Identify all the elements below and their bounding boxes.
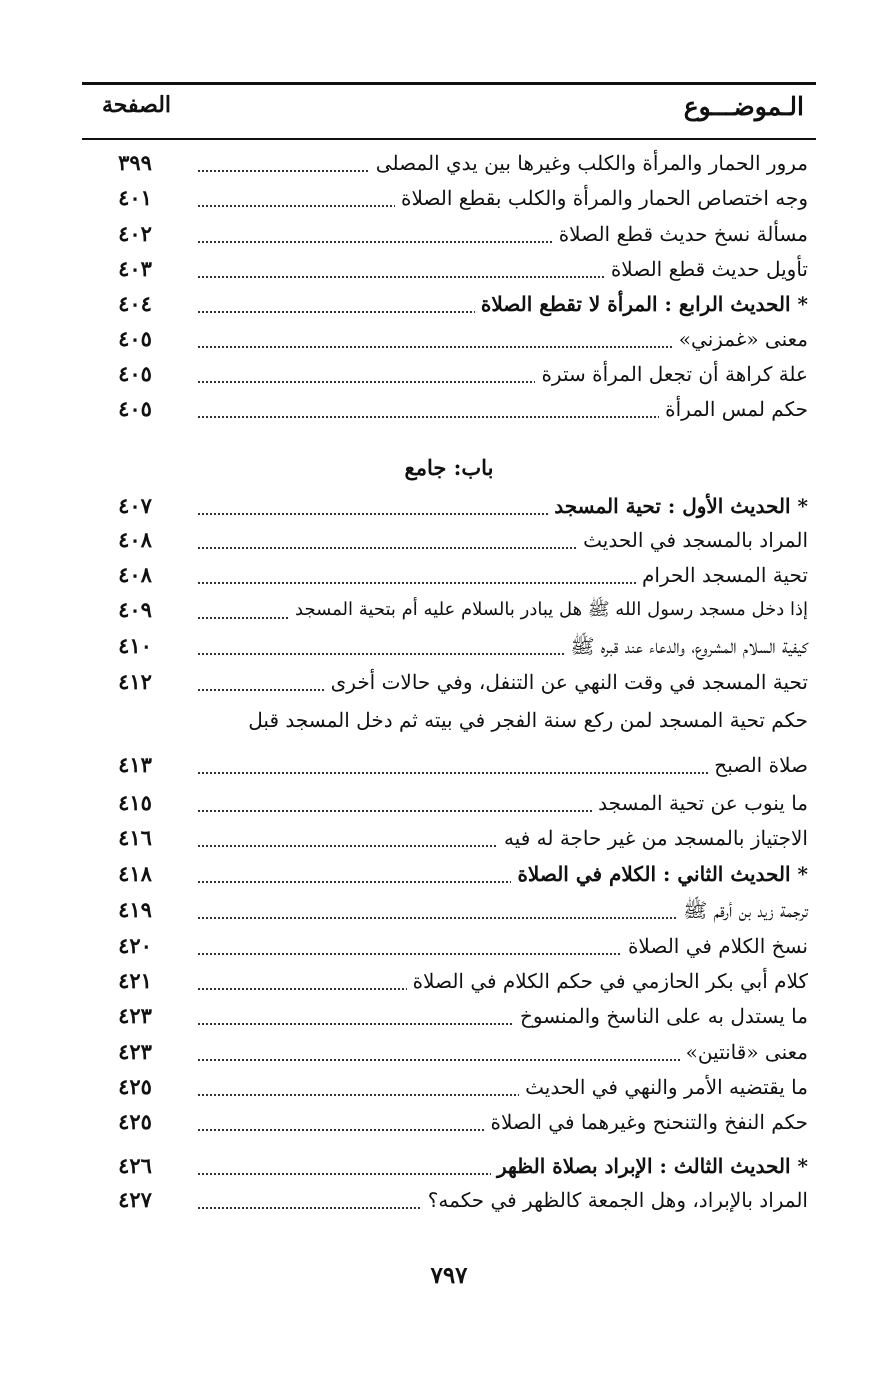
entry-title: كيفية السلام المشروع، والدعاء عند قبره ﷺ [564, 628, 808, 664]
entry-page: ٤١٥ [118, 790, 152, 815]
entry-page: ٤٠١ [118, 185, 152, 210]
toc-entry [100, 1034, 808, 1070]
toc-entry [100, 321, 808, 357]
toc-entry [100, 1104, 808, 1140]
toc-entry-hadith [100, 856, 808, 892]
entry-page: ٤١٦ [118, 825, 152, 850]
entry-title: صلاة الصبح [708, 747, 808, 783]
toc-entry [100, 892, 808, 928]
entry-title: مسألة نسخ حديث قطع الصلاة [553, 216, 808, 252]
entry-title: نسخ الكلام في الصلاة [622, 928, 808, 964]
entry-page: ٤٠٥ [118, 326, 152, 351]
entry-title: تحية المسجد الحرام [636, 557, 808, 593]
entry-title: ما يقتضيه الأمر والنهي في الحديث [519, 1069, 808, 1105]
entry-page: ٤٠٤ [118, 291, 152, 316]
entry-title: تحية المسجد في وقت النهي عن التنفل، وفي حالات أخرى [325, 664, 808, 700]
entry-title: علة كراهة أن تجعل المرأة سترة [535, 356, 808, 392]
entry-page: ٤٢٧ [118, 1187, 152, 1212]
entry-title: إذا دخل مسجد رسول الله ﷺ هل يبادر بالسلام عليه أم بتحية المسجد [289, 592, 808, 628]
toc-entry [100, 356, 808, 392]
entry-page: ٤١٨ [118, 861, 152, 886]
entry-page: ٤٠٧ [118, 493, 152, 518]
toc-entry [100, 998, 808, 1034]
entry-title: وجه اختصاص الحمار والمرأة والكلب بقطع الصلاة [395, 180, 808, 216]
page-column-heading: الصفحة [102, 92, 172, 118]
toc-entry [100, 1069, 808, 1105]
entry-page: ٤٢٥ [118, 1109, 152, 1134]
toc-entry [100, 180, 808, 216]
entry-title: * الحديث الرابع : المرأة لا تقطع الصلاة [475, 286, 808, 322]
entry-page: ٤٢٠ [118, 933, 152, 958]
entry-page: ٤١٩ [118, 897, 152, 922]
page-number: ٧٩٧ [430, 1262, 468, 1289]
entry-page: ٤١٢ [118, 669, 152, 694]
toc-entry [100, 592, 808, 628]
entry-title: معنى «قانتين» [680, 1034, 808, 1070]
header-bottom-rule [82, 138, 816, 140]
entry-title: * الحديث الثالث : الإبراد بصلاة الظهر [491, 1148, 808, 1184]
toc-entry [100, 1182, 808, 1218]
entry-first-line: حكم تحية المسجد لمن ركع سنة الفجر في بيته ثم دخل المسجد قبل [248, 708, 808, 732]
entry-title: حكم النفخ والتنحنح وغيرهما في الصلاة [485, 1104, 808, 1140]
entry-title: المراد بالإبراد، وهل الجمعة كالظهر في حكمه؟ [422, 1182, 808, 1218]
entry-title: كلام أبي بكر الحازمي في حكم الكلام في الصلاة [407, 963, 808, 999]
toc-entry [100, 628, 808, 664]
entry-page: ٤٠٢ [118, 221, 152, 246]
entry-page: ٤٢٣ [118, 1039, 152, 1064]
entry-title: الاجتياز بالمسجد من غير حاجة له فيه [498, 820, 808, 856]
entry-page: ٤٠٣ [118, 256, 152, 281]
toc-entry-continuation [100, 747, 808, 783]
toc-entry [100, 522, 808, 558]
entry-page: ٤٠٩ [118, 597, 152, 622]
entry-page: ٤٠٥ [118, 361, 152, 386]
entry-page: ٤٢٣ [118, 1003, 152, 1028]
entry-page: ٤٠٨ [118, 562, 152, 587]
entry-title: ترجمة زيد بن أرقم ﷺ [677, 892, 808, 928]
toc-entry [100, 557, 808, 593]
toc-entry [100, 820, 808, 856]
toc-header [82, 82, 816, 140]
entry-page: ٤٠٨ [118, 527, 152, 552]
entry-page: ٤١٠ [118, 633, 152, 658]
entry-title: المراد بالمسجد في الحديث [577, 522, 808, 558]
entry-title: مرور الحمار والمرأة والكلب وغيرها بين يدي المصلى [370, 145, 808, 181]
entry-page: ٤٢٥ [118, 1074, 152, 1099]
entry-title: ما ينوب عن تحية المسجد [592, 785, 808, 821]
entry-title: تأويل حديث قطع الصلاة [605, 251, 808, 287]
toc-entry-hadith [100, 488, 808, 524]
toc-entry [100, 391, 808, 427]
entry-page: ٤٢١ [118, 968, 152, 993]
section-heading: باب: جامع [404, 455, 494, 480]
entry-title: * الحديث الأول : تحية المسجد [548, 488, 808, 524]
toc-entry-hadith [100, 1148, 808, 1184]
toc-entry [100, 928, 808, 964]
toc-entry [100, 145, 808, 181]
toc-entry [100, 785, 808, 821]
topic-column-heading: الـموضـــوع [683, 92, 804, 121]
toc-entry [100, 216, 808, 252]
entry-title: * الحديث الثاني : الكلام في الصلاة [511, 856, 808, 892]
entry-title: ما يستدل به على الناسخ والمنسوخ [514, 998, 808, 1034]
entry-page: ٤٢٦ [118, 1153, 152, 1178]
header-top-rule [82, 82, 816, 85]
toc-entry [100, 963, 808, 999]
entry-page: ٤١٣ [118, 752, 152, 777]
entry-title: حكم لمس المرأة [659, 391, 808, 427]
entry-title: معنى «غمزني» [673, 321, 808, 357]
toc-entry [100, 251, 808, 287]
entry-page: ٤٠٥ [118, 396, 152, 421]
entry-page: ٣٩٩ [118, 150, 152, 175]
toc-entry [100, 664, 808, 700]
toc-entry-hadith [100, 286, 808, 322]
